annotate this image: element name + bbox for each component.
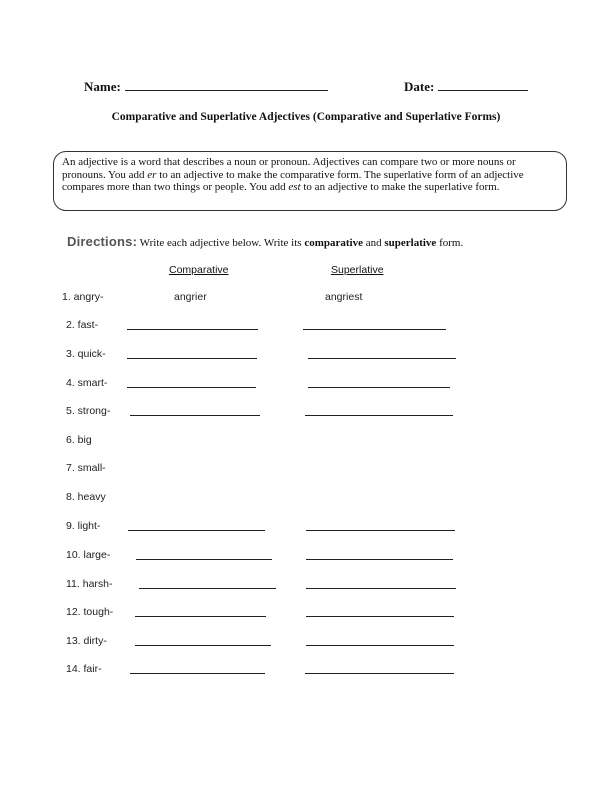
comparative-blank-strong[interactable]: [130, 415, 260, 416]
comparative-blank-tough[interactable]: [135, 616, 266, 617]
item-label-large: 10. large-: [66, 549, 111, 561]
comparative-blank-light[interactable]: [128, 530, 265, 531]
directions-text-3: form.: [436, 237, 464, 249]
comparative-blank-harsh[interactable]: [139, 588, 276, 589]
item-label-strong: 5. strong-: [66, 405, 111, 417]
item-label-quick: 3. quick-: [66, 348, 106, 360]
superlative-blank-light[interactable]: [306, 530, 455, 531]
date-blank[interactable]: [438, 78, 528, 91]
info-text-2: to an adjective to make the comparative form. The superlative form of an adjective compares more than two things or people. You add: [62, 168, 524, 194]
info-est: est: [288, 181, 301, 194]
item-label-fair: 14. fair-: [66, 663, 102, 675]
date-field: [404, 78, 528, 95]
item-label-harsh: 11. harsh-: [66, 578, 113, 590]
name-label: Name:: [84, 79, 121, 94]
item-label-tough: 12. tough-: [66, 606, 114, 618]
comparative-blank-smart[interactable]: [127, 387, 256, 388]
directions-text-1: Write each adjective below. Write its: [137, 237, 305, 249]
example-comparative: angrier: [174, 291, 207, 303]
superlative-blank-quick[interactable]: [308, 358, 456, 359]
definition-box: [53, 151, 567, 211]
example-superlative: angriest: [325, 291, 363, 303]
superlative-blank-tough[interactable]: [306, 616, 454, 617]
name-blank[interactable]: [125, 78, 328, 91]
directions-bold-comparative: comparative: [304, 237, 363, 249]
superlative-blank-strong[interactable]: [305, 415, 453, 416]
item-label-big: 6. big: [66, 434, 92, 446]
comparative-blank-large[interactable]: [136, 559, 272, 560]
superlative-blank-fair[interactable]: [305, 673, 454, 674]
superlative-blank-dirty[interactable]: [306, 645, 454, 646]
superlative-column-header: Superlative: [331, 264, 384, 276]
comparative-blank-quick[interactable]: [127, 358, 257, 359]
item-label-smart: 4. smart-: [66, 377, 108, 389]
comparative-blank-dirty[interactable]: [135, 645, 271, 646]
name-field: [84, 78, 328, 95]
comparative-blank-fair[interactable]: [130, 673, 265, 674]
superlative-blank-smart[interactable]: [308, 387, 450, 388]
superlative-blank-large[interactable]: [306, 559, 453, 560]
comparative-blank-fast[interactable]: [127, 329, 258, 330]
superlative-blank-fast[interactable]: [303, 329, 446, 330]
worksheet-title: Comparative and Superlative Adjectives (Comparative and Superlative Forms): [111, 111, 501, 123]
item-label-heavy: 8. heavy: [66, 491, 106, 503]
info-er: er: [147, 168, 157, 181]
date-label: Date:: [404, 79, 435, 94]
directions: [67, 234, 463, 249]
example-label: 1. angry-: [62, 291, 104, 303]
item-label-small: 7. small-: [66, 462, 106, 474]
info-text-3: to an adjective to make the superlative form.: [300, 181, 500, 194]
directions-label: Directions:: [67, 234, 138, 249]
comparative-column-header: Comparative: [169, 264, 229, 276]
info-text-1: An adjective is a word that describes a noun or pronoun. Adjectives can compare two or more nouns or pronouns. You add: [62, 156, 516, 181]
superlative-blank-harsh[interactable]: [306, 588, 456, 589]
item-label-dirty: 13. dirty-: [66, 635, 107, 647]
item-label-light: 9. light-: [66, 520, 101, 532]
item-label-fast: 2. fast-: [66, 319, 99, 331]
directions-bold-superlative: superlative: [384, 237, 437, 249]
directions-text-2: and: [362, 237, 385, 249]
